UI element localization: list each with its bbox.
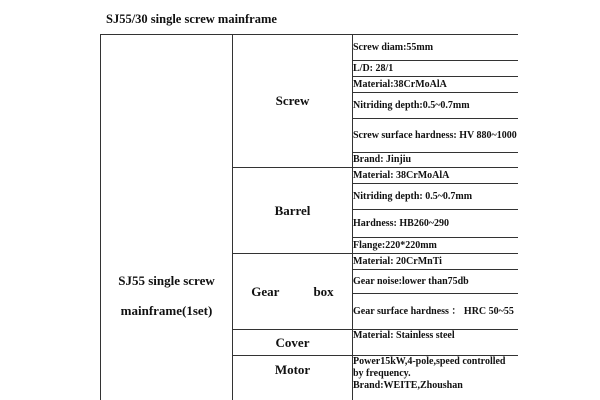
document-title: SJ55/30 single screw mainframe xyxy=(106,12,277,26)
main-item-line2: mainframe(1set) xyxy=(120,303,213,318)
gearbox-label-box: box xyxy=(313,283,334,299)
gearbox-prop-hardness: Gear surface hardness ： HRC 50~55 xyxy=(353,294,519,330)
barrel-prop-flange: Flange:220*220mm xyxy=(353,238,519,254)
motor-prop-power xyxy=(353,356,519,400)
section-label-barrel: Barrel xyxy=(233,168,353,254)
screw-prop-brand: Brand: Jinjiu xyxy=(353,153,519,168)
barrel-prop-nitriding: Nitriding depth: 0.5~0.7mm xyxy=(353,184,519,210)
motor-prop-power-text: Power15kW,4-pole,speed controlled by frequency. xyxy=(353,356,506,379)
screw-prop-ld: L/D: 28/1 xyxy=(353,61,519,77)
screw-prop-hardness: Screw surface hardness: HV 880~1000 xyxy=(353,119,519,153)
spec-table-container xyxy=(100,34,518,400)
spec-table xyxy=(100,34,518,400)
screw-prop-nitriding: Nitriding depth:0.5~0.7mm xyxy=(353,93,519,119)
gearbox-label-gear: Gear xyxy=(251,283,280,299)
section-label-cover: Cover xyxy=(233,330,353,356)
section-label-screw: Screw xyxy=(233,35,353,168)
section-label-gearbox xyxy=(233,254,353,330)
screw-prop-diam: Screw diam:55mm xyxy=(353,35,519,61)
section-label-motor: Motor xyxy=(233,356,353,400)
barrel-prop-material: Material: 38CrMoAlA xyxy=(353,168,519,184)
gearbox-prop-material: Material: 20CrMnTi xyxy=(353,254,519,270)
motor-prop-brand-text: Brand:WEITE,Zhoushan xyxy=(353,380,463,391)
gearbox-prop-noise: Gear noise:lower than75db xyxy=(353,270,519,294)
screw-prop-material: Material:38CrMoAlA xyxy=(353,77,519,93)
table-row xyxy=(101,35,519,61)
main-item-line1: SJ55 single screw xyxy=(118,273,215,288)
barrel-prop-hardness: Hardness: HB260~290 xyxy=(353,210,519,238)
cover-prop-material: Material: Stainless steel xyxy=(353,330,519,356)
main-item-cell xyxy=(101,35,233,400)
